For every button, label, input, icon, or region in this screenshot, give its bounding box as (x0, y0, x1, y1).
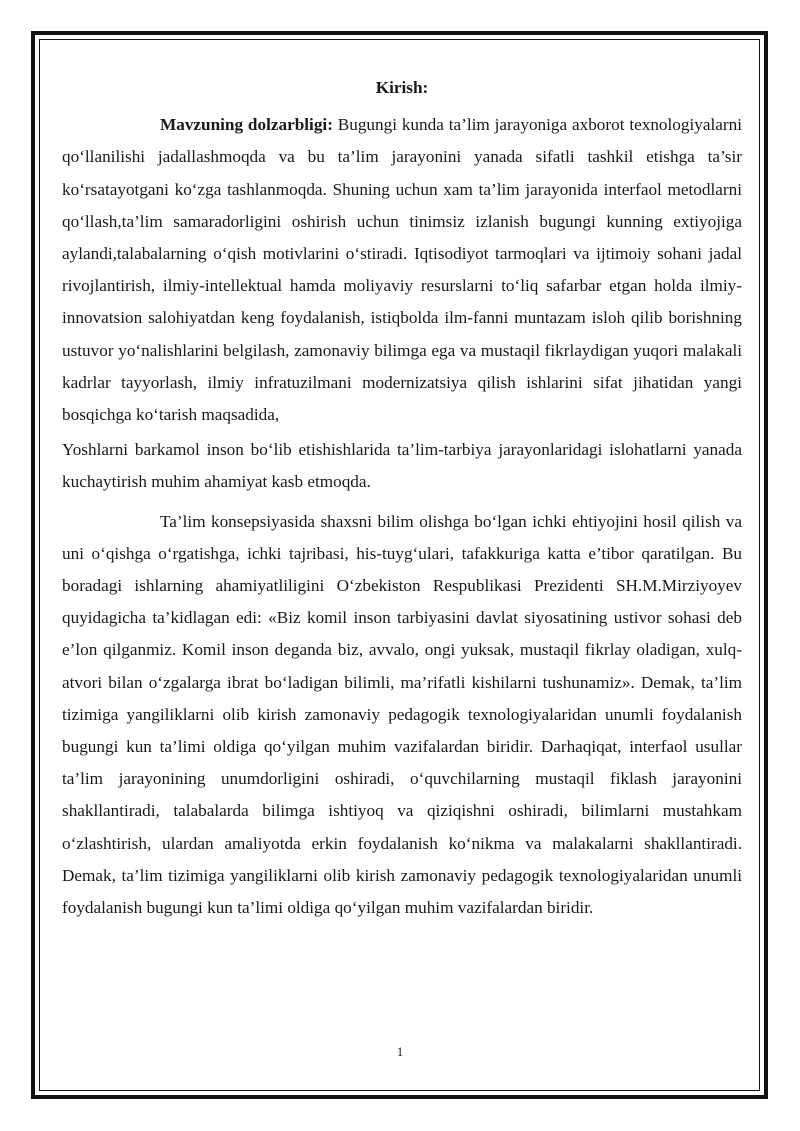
document-title: Kirish: (375, 78, 429, 97)
paragraph-concept: Ta’lim konsepsiyasida shaxsni bilim olishga bo‘lgan ichki ehtiyojini hosil qilish va uni o‘qishga o‘rgatishga, ichki tajribasi, his-tuyg‘ulari, tafakkuriga katta e’tibor qaratilgan. Bu boradagi ishlarning ahamiyatliligini O‘zbekiston Respublikasi Prezidenti SH.M.Mirziyoyev quyidagicha ta’kidlagan edi: «Biz komil inson tarbiyasini davlat siyosatining ustivor sohasi deb e’lon qilganmiz. Komil inson deganda biz, avvalo, ongi yuksak, mustaqil fikrlay oladigan, xulq-atvori bilan o‘zgalarga ibrat bo‘ladigan bilimli, ma’rifatli kishilarni tushunamiz». Demak, ta’lim tizimiga yangiliklarni olib kirish zamonaviy pedagogik texnologiyalaridan unumli foydalanish bugungi kun ta’limi oldiga qo‘yilgan muhim vazifalardan biridir. Darhaqiqat, interfaol usullar ta’lim jarayonining unumdorligini oshiradi, o‘quvchilarning mustaqil fiklash jarayonini shakllantiradi, talabalarda bilimga ishtiyoq va qiziqishni oshiradi, bilimlarni mustahkam o‘zlashtirish, ulardan amaliyotda erkin foydalanish ko‘nikma va malakalarni shakllantiradi. Demak, ta’lim tizimiga yangiliklarni olib kirish zamonaviy pedagogik texnologiyalaridan unumli foydalanish bugungi kun ta’limi oldiga qo‘yilgan muhim vazifalardan biridir. (62, 511, 742, 918)
paragraph-text: Bugungi kunda ta’lim jarayoniga axborot texnologiyalarni qo‘llanilishi jadallashmoqda va bu ta’lim jarayonini yanada sifatli tashkil etishga ta’sir ko‘rsatayotgani ko‘zga tashlanmoqda. Shuning uchun xam ta’lim jarayonida interfaol metodlarni qo‘llash,ta’lim samaradorligini oshirish uchun tinimsiz izlanish bugungi kunning extiyojiga aylandi,talabalarning o‘qish motivlarini o‘stiradi. Iqtisodiyot tarmoqlari va ijtimoiy sohani jadal rivojlantirish, ilmiy-intellektual hamda moliyaviy resurslarni to‘liq safarbar etgan holda ilmiy-innovatsion salohiyatdan keng foydalanish, istiqbolda ilm-fanni muntazam isloh qilib borishning ustuvor yo‘nalishlarini belgilash, zamonaviy bilimga ega va mustaqil fikrlaydigan yuqori malakali kadrlar tayyorlash, ilmiy infratuzilmani modernizatsiya qilish ishlarini sifat jihatidan yangi bosqichga ko‘tarish maqsadida, (62, 115, 742, 425)
paragraph-lead: Mavzuning dolzarbligi: (160, 115, 333, 135)
document-body (62, 72, 742, 924)
paragraph-relevance (62, 109, 742, 431)
page-number: 1 (396, 1044, 404, 1059)
paragraph-youth: Yoshlarni barkamol inson bo‘lib etishishlarida ta’lim-tarbiya jarayonlaridagi islohatlarni yanada kuchaytirish muhim ahamiyat kasb etmoqda. (62, 440, 742, 492)
